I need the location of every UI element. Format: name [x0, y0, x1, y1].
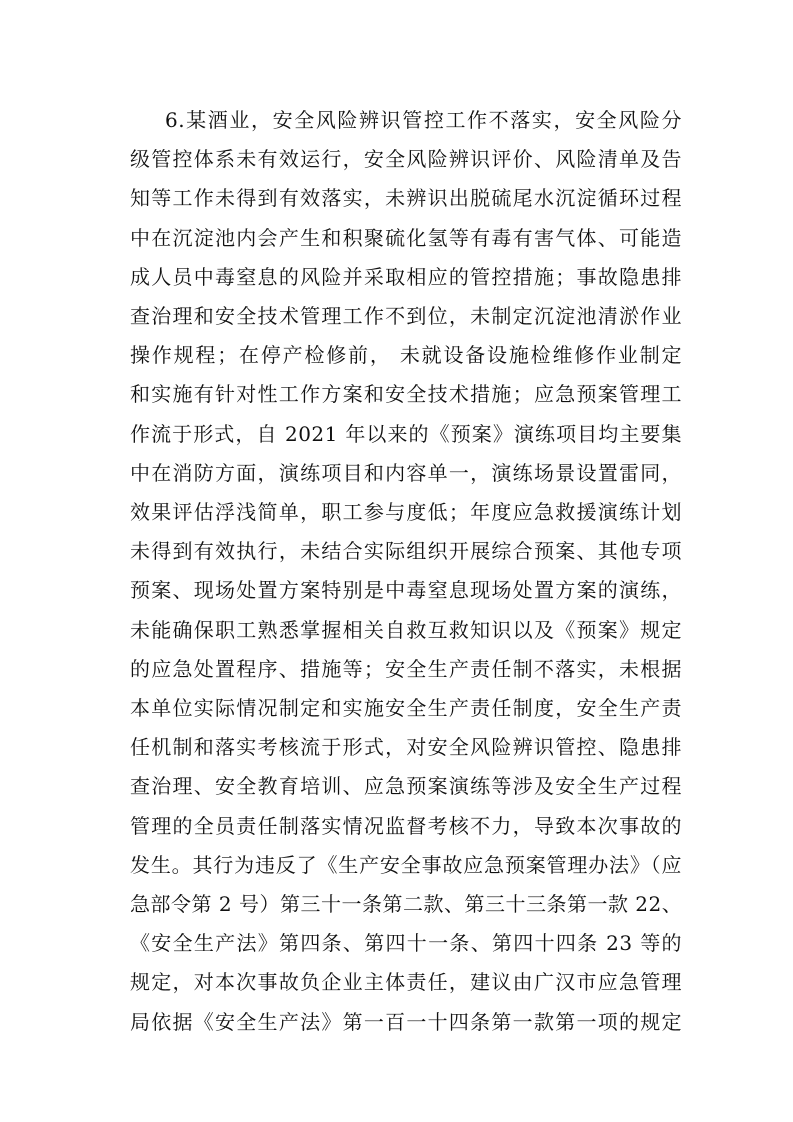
paragraph-line-14: 未能确保职工熟悉掌握相关自救互救知识以及《预案》规定 — [130, 618, 682, 642]
paragraph-line-18: 查治理、安全教育培训、应急预案演练等涉及安全生产过程 — [130, 774, 682, 798]
paragraph-line-13: 预案、现场处置方案特别是中毒窒息现场处置方案的演练， — [130, 578, 682, 602]
paragraph-line-4: 中在沉淀池内会产生和积聚硫化氢等有毒有害气体、可能造 — [130, 226, 682, 250]
paragraph-line-16: 本单位实际情况制定和实施安全生产责任制度，安全生产责 — [130, 696, 682, 720]
paragraph-line-2: 级管控体系未有效运行，安全风险辨识评价、风险清单及告 — [130, 147, 682, 171]
paragraph-line-1: 6.某酒业，安全风险辨识管控工作不落实，安全风险分 — [165, 108, 682, 132]
paragraph-line-6: 查治理和安全技术管理工作不到位，未制定沉淀池清淤作业 — [130, 304, 682, 328]
paragraph-line-21: 急部令第 2 号）第三十一条第二款、第三十三条第一款 22、 — [130, 892, 683, 916]
paragraph-line-15: 的应急处置程序、措施等；安全生产责任制不落实，未根据 — [130, 657, 682, 681]
paragraph-line-3: 知等工作未得到有效落实，未辨识出脱硫尾水沉淀循环过程 — [130, 186, 682, 210]
paragraph-line-10: 中在消防方面，演练项目和内容单一，演练场景设置雷同， — [130, 461, 682, 485]
paragraph-line-20: 发生。其行为违反了《生产安全事故应急预案管理办法》（应 — [130, 853, 682, 877]
paragraph-line-19: 管理的全员责任制落实情况监督考核不力，导致本次事故的 — [130, 814, 682, 838]
paragraph-line-24: 局依据《安全生产法》第一百一十四条第一款第一项的规定 — [130, 1010, 682, 1034]
paragraph-line-11: 效果评估浮浅简单，职工参与度低；年度应急救援演练计划 — [130, 500, 682, 524]
paragraph-line-12: 未得到有效执行，未结合实际组织开展综合预案、其他专项 — [130, 539, 682, 563]
paragraph-line-23: 规定，对本次事故负企业主体责任，建议由广汉市应急管理 — [130, 970, 682, 994]
paragraph-line-17: 任机制和落实考核流于形式，对安全风险辨识管控、隐患排 — [130, 735, 682, 759]
paragraph-line-5: 成人员中毒窒息的风险并采取相应的管控措施；事故隐患排 — [130, 265, 682, 289]
paragraph-line-9: 作流于形式，自 2021 年以来的《预案》演练项目均主要集 — [130, 422, 682, 446]
paragraph-line-8: 和实施有针对性工作方案和安全技术措施；应急预案管理工 — [130, 382, 682, 406]
paragraph-line-22: 《安全生产法》第四条、第四十一条、第四十四条 23 等的 — [130, 931, 682, 955]
paragraph-line-7: 操作规程；在停产检修前， 未就设备设施检维修作业制定 — [130, 343, 682, 367]
